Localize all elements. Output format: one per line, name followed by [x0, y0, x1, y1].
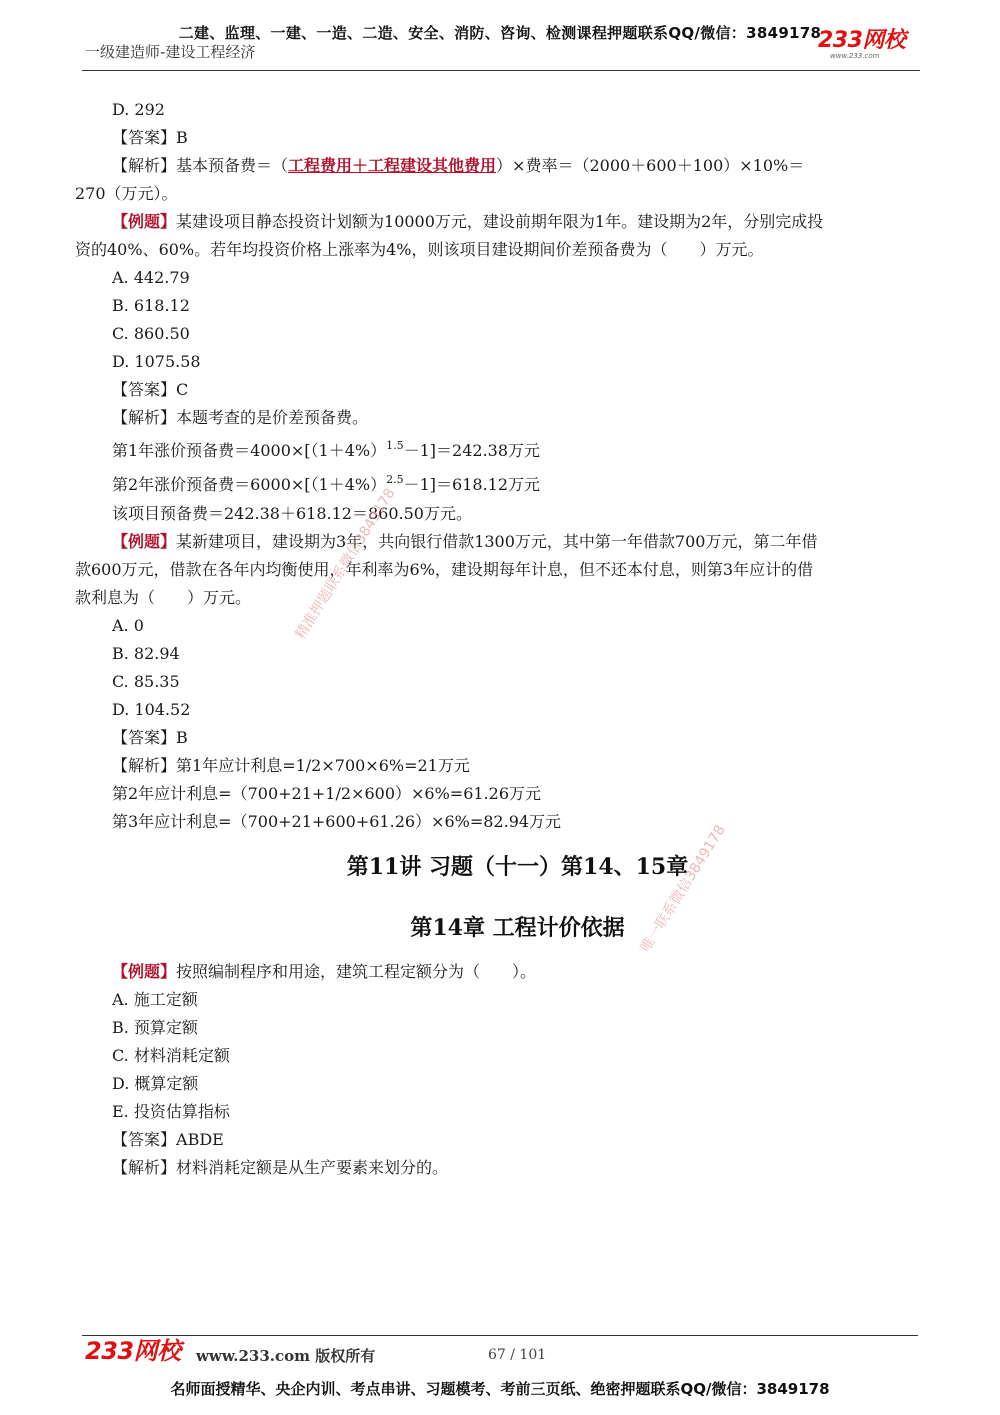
q3-calc-3: 第3年应计利息=（700+21+600+61.26）×6%=82.94万元 [112, 812, 562, 831]
q3-answer [112, 724, 188, 752]
watermark-2: 唯一联系微信3849178 [637, 822, 729, 956]
answer-label: 【答案】 [112, 380, 177, 399]
q1-analysis [112, 152, 804, 180]
q3-option-a: A. 0 [112, 616, 144, 635]
analysis-label: 【解析】 [112, 1158, 177, 1177]
q2-option-d: D. 1075.58 [112, 352, 201, 371]
calc-text: －1]＝242.38万元 [403, 441, 541, 460]
q1-analysis-cont: 270（万元）。 [75, 184, 178, 203]
analysis-text: 材料消耗定额是从生产要素来划分的。 [176, 1158, 449, 1177]
lecture-heading: 第11讲 习题（十一）第14、15章 [346, 854, 689, 880]
answer-label: 【答案】 [112, 128, 177, 147]
q3-stem-text: 某新建项目，建设期为3年，共向银行借款1300万元，其中第一年借款700万元，第二年借 [176, 532, 818, 551]
q2-option-b: B. 618.12 [112, 296, 190, 315]
q2-option-c: C. 860.50 [112, 324, 190, 343]
footer-logo [85, 1337, 181, 1365]
q4-option-a: A. 施工定额 [112, 990, 198, 1009]
analysis-label: 【解析】 [112, 408, 177, 427]
q4-stem-text: 按照编制程序和用途，建筑工程定额分为（ ）。 [176, 962, 537, 981]
q2-calc-3: 该项目预备费＝242.38＋618.12＝860.50万元。 [112, 504, 472, 523]
answer-value: C [176, 380, 189, 399]
q4-option-b: B. 预算定额 [112, 1018, 198, 1037]
example-tag: 【例题】 [112, 532, 177, 551]
q3-calc-2: 第2年应计利息=（700+21+1/2×600）×6%=61.26万元 [112, 784, 541, 803]
chapter-heading: 第14章 工程计价依据 [410, 915, 625, 941]
exponent: 1.5 [386, 439, 404, 452]
q3-stem-line2: 款600万元，借款在各年内均衡使用，年利率为6%，建设期每年计息，但不还本付息，则第3年应计的借 [75, 560, 814, 579]
header-rule [82, 70, 920, 71]
q4-analysis [112, 1154, 448, 1182]
footer-copyright: www.233.com 版权所有 [196, 1347, 376, 1365]
q4-stem [112, 958, 536, 986]
header-logo [818, 30, 918, 64]
example-tag: 【例题】 [112, 212, 177, 231]
analysis-highlight: 工程费用＋工程建设其他费用 [288, 156, 497, 175]
answer-label: 【答案】 [112, 728, 177, 747]
q3-option-c: C. 85.35 [112, 672, 180, 691]
footer-rule [82, 1335, 918, 1336]
answer-value: ABDE [176, 1130, 224, 1149]
q4-option-d: D. 概算定额 [112, 1074, 199, 1093]
calc-text: －1]＝618.12万元 [403, 475, 541, 494]
analysis-text: 第1年应计利息=1/2×700×6%=21万元 [176, 756, 470, 775]
header-subtitle: 一级建造师-建设工程经济 [85, 43, 256, 61]
answer-value: B [176, 128, 188, 147]
q1-option-d: D. 292 [112, 100, 165, 119]
q3-stem-line1 [112, 528, 817, 556]
q2-analysis [112, 404, 368, 432]
footer-promo: 名师面授精华、央企内训、考点串讲、习题模考、考前三页纸、绝密押题联系QQ/微信：3849178 [170, 1380, 830, 1398]
analysis-label: 【解析】 [112, 156, 177, 175]
calc-text: 第2年涨价预备费＝6000×[（1＋4%） [112, 475, 387, 494]
q4-option-e: E. 投资估算指标 [112, 1102, 230, 1121]
analysis-label: 【解析】 [112, 756, 177, 775]
watermark-1: 精准押题联系微信3849178 [292, 485, 399, 643]
analysis-text: ）×费率＝（2000＋600＋100）×10%＝ [496, 156, 805, 175]
q3-option-b: B. 82.94 [112, 644, 180, 663]
q2-answer [112, 376, 188, 404]
exponent: 2.5 [386, 473, 404, 486]
analysis-text: 基本预备费＝（ [176, 156, 289, 175]
q4-answer [112, 1126, 224, 1154]
q3-stem-line3: 款利息为（ ）万元。 [75, 588, 252, 607]
example-tag: 【例题】 [112, 962, 177, 981]
answer-label: 【答案】 [112, 1130, 177, 1149]
q1-answer [112, 124, 188, 152]
q3-option-d: D. 104.52 [112, 700, 191, 719]
q2-calc-1 [112, 437, 540, 465]
logo-text: 233网校 [818, 28, 906, 53]
q2-stem-line1 [112, 208, 823, 236]
q2-calc-2 [112, 471, 540, 499]
header-promo: 二建、监理、一建、一造、二造、安全、消防、咨询、检测课程押题联系QQ/微信：3849178 [178, 24, 822, 42]
q3-analysis [112, 752, 470, 780]
answer-value: B [176, 728, 188, 747]
analysis-text: 本题考查的是价差预备费。 [176, 408, 369, 427]
q2-stem-text: 某建设项目静态投资计划额为10000万元，建设前期年限为1年。建设期为2年，分别完成投 [176, 212, 824, 231]
q4-option-c: C. 材料消耗定额 [112, 1046, 230, 1065]
page-number: 67 / 101 [488, 1347, 547, 1363]
q2-option-a: A. 442.79 [112, 268, 190, 287]
logo-url: www.233.com [830, 52, 880, 60]
calc-text: 第1年涨价预备费＝4000×[（1＋4%） [112, 441, 387, 460]
logo-text: 233网校 [85, 1337, 181, 1365]
q2-stem-line2: 资的40%、60%。若年均投资价格上涨率为4%，则该项目建设期间价差预备费为（ ）万元。 [75, 240, 764, 259]
